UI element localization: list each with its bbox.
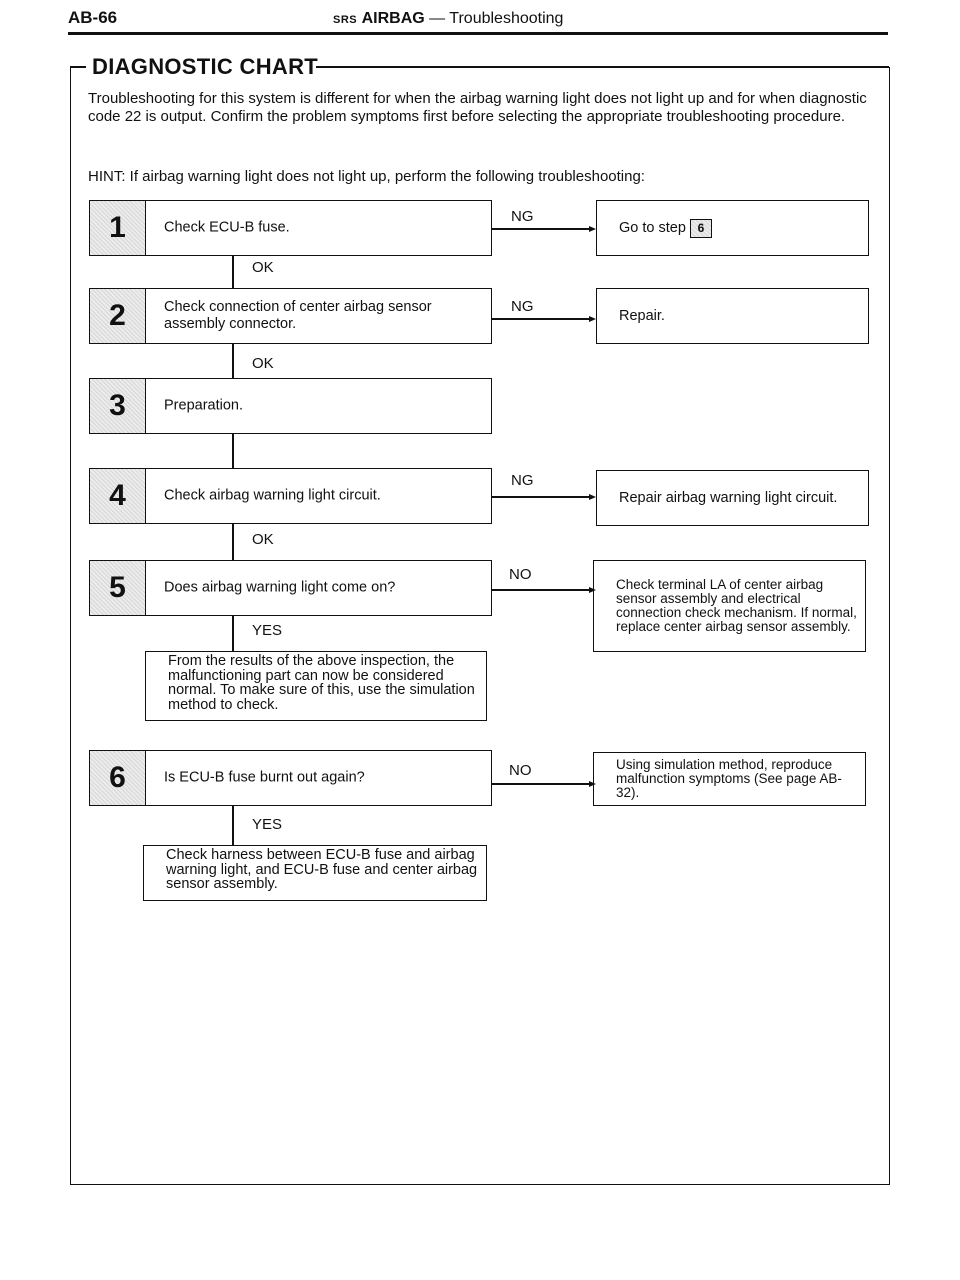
step-1-continue: OK: [252, 259, 274, 276]
step-5-flow-line: [232, 616, 234, 652]
step-2-result: Repair.: [596, 288, 869, 344]
step-5-branch-label: NO: [509, 566, 532, 583]
step-5-continue: YES: [252, 622, 283, 639]
header-rule: [68, 32, 888, 35]
step-5-text: Does airbag warning light come on?: [164, 579, 396, 596]
step-1-box: [89, 200, 492, 256]
frame-top-right: [316, 66, 889, 68]
frame-top-left: [70, 66, 86, 68]
step-4-branch-label: NG: [511, 472, 534, 489]
step-3-number: 3: [90, 379, 146, 433]
step-4-arrow: [589, 494, 596, 500]
note-after-step-5: From the results of the above inspection, the malfunctioning part can now be considered normal. To make sure of this, use the simulation method to check.: [145, 651, 487, 721]
step-1-text: Check ECU-B fuse.: [164, 219, 290, 236]
step-4-result: Repair airbag warning light circuit.: [596, 470, 869, 526]
step-1-number: 1: [90, 201, 146, 255]
step-6-branch-label: NO: [509, 762, 532, 779]
step-1-branch-label: NG: [511, 208, 534, 225]
step-6-text: Is ECU-B fuse burnt out again?: [164, 769, 365, 786]
step-2-branch-label: NG: [511, 298, 534, 315]
step-3-box: [89, 378, 492, 434]
step-6-box: [89, 750, 492, 806]
step-2-arrow: [589, 316, 596, 322]
step-4-flow-line: [232, 524, 234, 560]
section-title: [333, 10, 563, 28]
step-5-number: 5: [90, 561, 146, 615]
step-4-number: 4: [90, 469, 146, 523]
step-4-text: Check airbag warning light circuit.: [164, 487, 381, 504]
step-6-continue: YES: [252, 816, 283, 833]
step-6-number: 6: [90, 751, 146, 805]
step-1-flow-line: [232, 256, 234, 288]
step-2-number: 2: [90, 289, 146, 343]
step-3-flow-line: [232, 434, 234, 468]
step-1-result: Go to step 6: [596, 200, 869, 256]
step-2-text: Check connection of center airbag sensor assembly connector.: [164, 299, 432, 332]
srs-label: SRS: [333, 14, 358, 26]
step-5-branch-line: [492, 589, 590, 591]
step-6-branch-line: [492, 783, 590, 785]
step-2-branch-line: [492, 318, 590, 320]
section-name: AIRBAG: [361, 10, 425, 27]
chart-title: DIAGNOSTIC CHART: [92, 54, 319, 79]
step-2-flow-line: [232, 344, 234, 378]
step-1-branch-line: [492, 228, 590, 230]
step-4-branch-line: [492, 496, 590, 498]
step-1-arrow: [589, 226, 596, 232]
page-code: AB-66: [68, 8, 118, 27]
step-4-continue: OK: [252, 531, 274, 548]
step-4-box: [89, 468, 492, 524]
step-3-text: Preparation.: [164, 397, 243, 414]
section-suffix: — Troubleshooting: [424, 10, 564, 27]
step-5-result: Check terminal LA of center airbag sensor assembly and electrical connection check mechanism. If normal, replace center airbag sensor assembly.: [593, 560, 866, 652]
step-2-continue: OK: [252, 355, 274, 372]
note-after-step-6: Check harness between ECU-B fuse and airbag warning light, and ECU-B fuse and center airbag sensor assembly.: [143, 845, 487, 901]
hint-text: HINT: If airbag warning light does not light up, perform the following troubleshooting:: [88, 168, 645, 185]
step-6-result: Using simulation method, reproduce malfunction symptoms (See page AB-32).: [593, 752, 866, 806]
step-6-ref-icon: 6: [690, 219, 712, 238]
step-5-box: [89, 560, 492, 616]
step-2-box: [89, 288, 492, 344]
intro-text: Troubleshooting for this system is different for when the airbag warning light does not light up and for when diagnostic code 22 is output. Confirm the problem symptoms first before selecting the appropriate troubleshooting procedure.: [88, 90, 867, 125]
step-6-flow-line: [232, 806, 234, 846]
